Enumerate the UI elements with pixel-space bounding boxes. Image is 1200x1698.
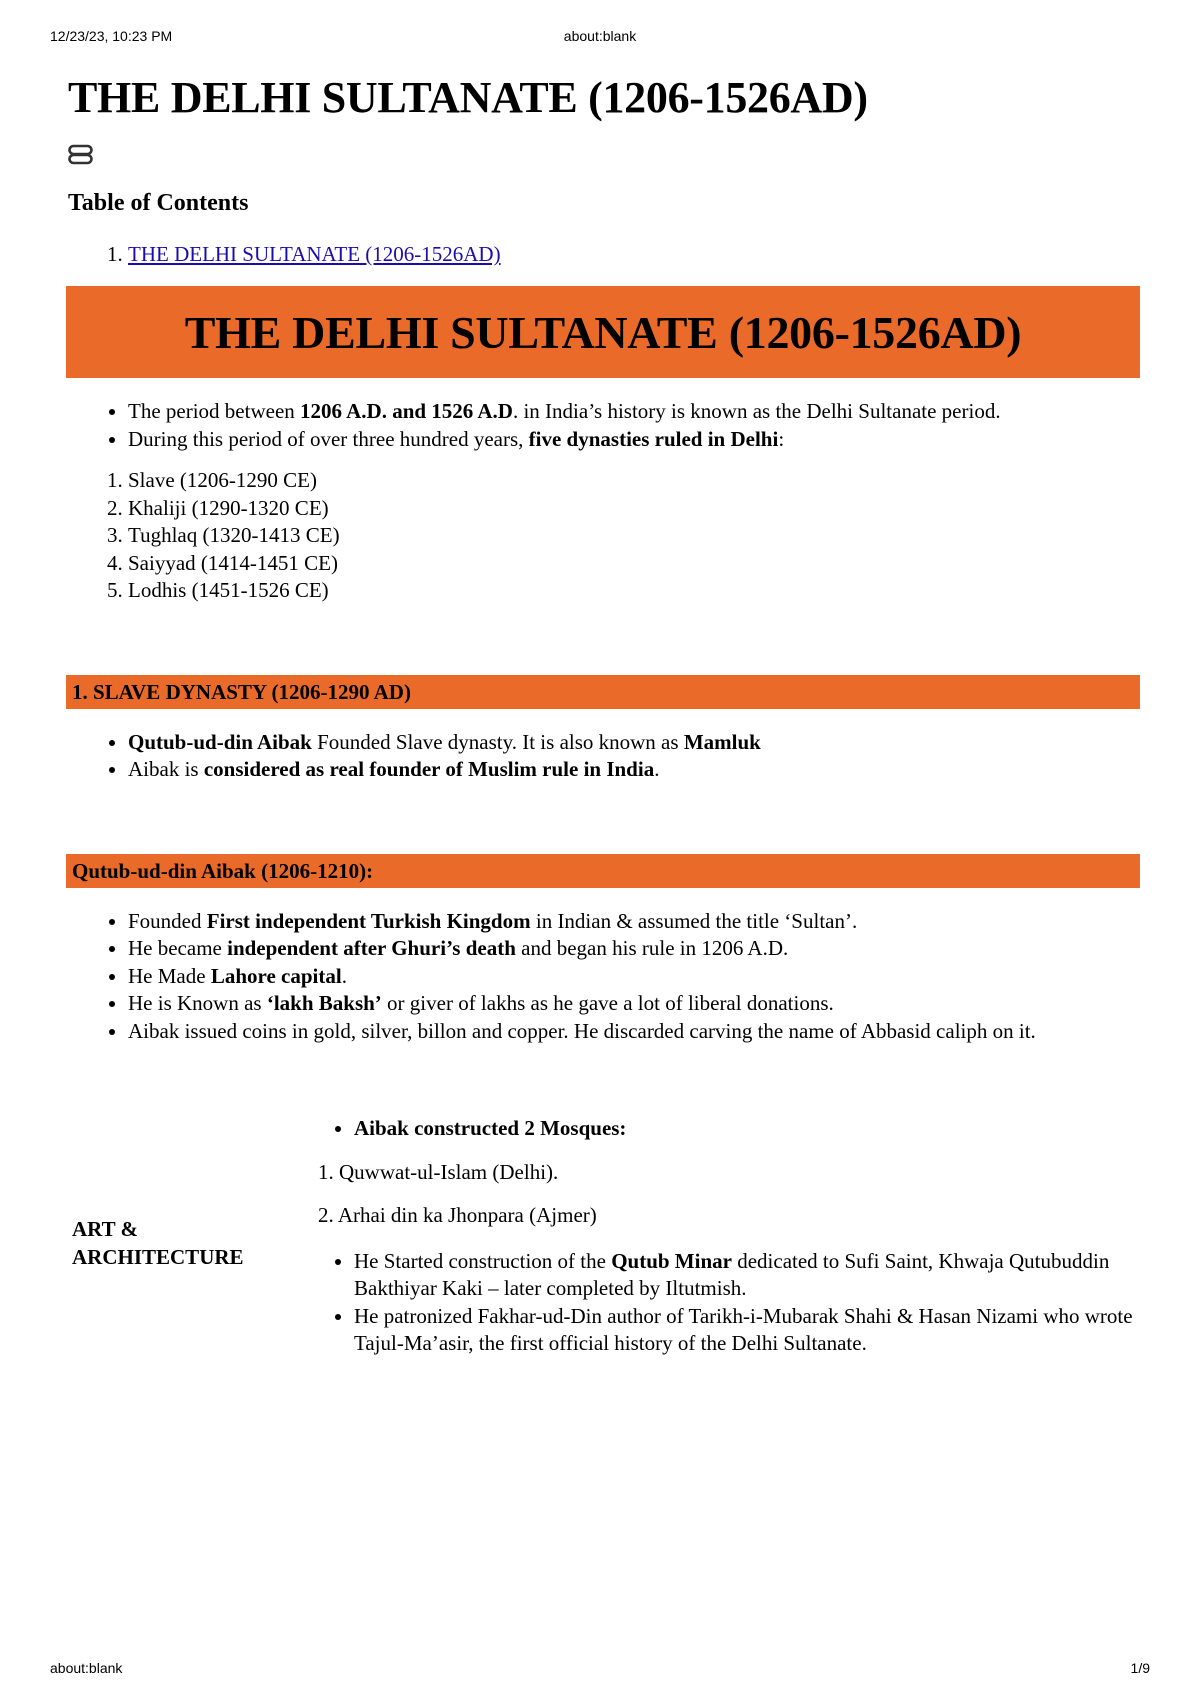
aibak-list: [68, 908, 1138, 1046]
list-item: • Founded First independent Turkish Kingdom in Indian & assumed the title ‘Sultan’.: [128, 908, 1138, 936]
section-banner: THE DELHI SULTANATE (1206-1526AD): [66, 286, 1140, 378]
toc-item: [128, 240, 1138, 268]
list-item: 1. Slave (1206-1290 CE): [128, 467, 1138, 495]
list-item: 2. Khaliji (1290-1320 CE): [128, 495, 1138, 523]
print-url-bottom: about:blank: [50, 1660, 123, 1676]
list-item: 5. Lodhis (1451-1526 CE): [128, 577, 1138, 605]
list-item: • He patronized Fakhar-ud-Din author of Tarikh-i-Mubarak Shahi & Hasan Nizami who wrote Tajul-Ma’asir, the first official history of the Delhi Sultanate.: [354, 1303, 1148, 1358]
page-number: 1/9: [1130, 1660, 1150, 1676]
list-item: 4. Saiyyad (1414-1451 CE): [128, 550, 1138, 578]
toc-link-delhi-sultanate[interactable]: THE DELHI SULTANATE (1206-1526AD): [128, 242, 501, 266]
list-item: • During this period of over three hundred years, five dynasties ruled in Delhi:: [128, 426, 1138, 454]
list-item: • Aibak issued coins in gold, silver, billon and copper. He discarded carving the name of Abbasid caliph on it.: [128, 1018, 1138, 1046]
list-item: • Aibak is considered as real founder of Muslim rule in India.: [128, 756, 1138, 784]
document-content: [68, 70, 1138, 1415]
print-url-top: about:blank: [563, 28, 637, 44]
toc-heading: Table of Contents: [68, 190, 249, 216]
page-title: THE DELHI SULTANATE (1206-1526AD): [68, 73, 868, 122]
list-item: • He Made Lahore capital.: [128, 963, 1138, 991]
list-item: • He is Known as ‘lakh Baksh’ or giver of lakhs as he gave a lot of liberal donations.: [128, 990, 1138, 1018]
list-item: • The period between 1206 A.D. and 1526 A.D. in India’s history is known as the Delhi Sultanate period.: [128, 398, 1138, 426]
mosque-2: 2. Arhai din ka Jhonpara (Ajmer): [318, 1203, 597, 1227]
list-item: • Qutub-ud-din Aibak Founded Slave dynasty. It is also known as Mamluk: [128, 729, 1138, 757]
mosques-list: [318, 1115, 1148, 1143]
slave-dynasty-list: [68, 729, 1138, 784]
broken-image-icon: [68, 144, 1138, 168]
slave-dynasty-heading: 1. SLAVE DYNASTY (1206-1290 AD): [66, 675, 1140, 709]
list-item: • He became independent after Ghuri’s death and began his rule in 1206 A.D.: [128, 935, 1138, 963]
mosque-1: 1. Quwwat-ul-Islam (Delhi).: [318, 1159, 559, 1184]
art-details-list: [318, 1248, 1148, 1358]
list-item: • He Started construction of the Qutub Minar dedicated to Sufi Saint, Khwaja Qutubuddin Bakthiyar Kaki – later completed by Iltutmish.: [354, 1248, 1148, 1303]
art-architecture-body: [318, 1115, 1148, 1358]
toc-list: [68, 240, 1138, 268]
intro-list: [68, 398, 1138, 453]
art-architecture-label: ART & ARCHITECTURE: [72, 1217, 244, 1269]
dynasty-list: [68, 467, 1138, 605]
print-header: [50, 28, 1150, 48]
art-architecture-row: [68, 1115, 1138, 1415]
list-item: 3. Tughlaq (1320-1413 CE): [128, 522, 1138, 550]
list-item: • Aibak constructed 2 Mosques:: [354, 1115, 1148, 1143]
print-datetime: 12/23/23, 10:23 PM: [50, 28, 173, 44]
print-footer: [50, 1660, 1150, 1680]
aibak-heading: Qutub-ud-din Aibak (1206-1210):: [66, 854, 1140, 888]
